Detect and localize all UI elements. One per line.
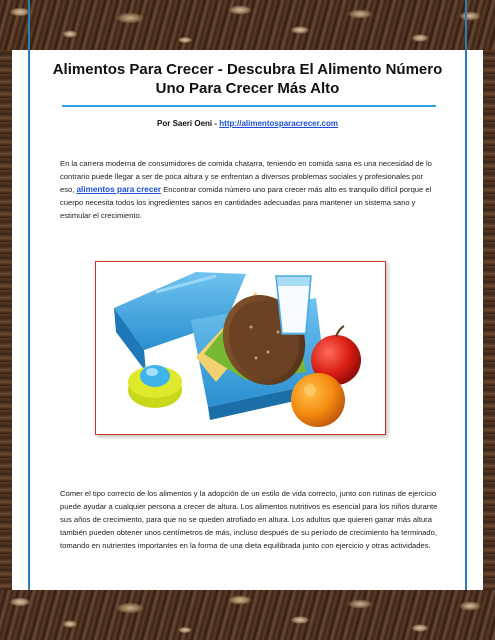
byline [40, 119, 455, 128]
decorative-wood-left-band [0, 50, 12, 590]
orange-icon [291, 373, 345, 427]
lunchbox-photo [95, 261, 386, 435]
decorative-wood-footer [0, 590, 495, 640]
byline-link[interactable]: http://alimentosparacrecer.com [219, 119, 338, 128]
decorative-wood-header [0, 0, 495, 50]
lunchbox-illustration [96, 262, 385, 434]
page-title: Alimentos Para Crecer - Descubra El Alimento Número Uno Para Crecer Más Alto [52, 61, 443, 97]
milk-cup-icon [276, 276, 311, 334]
paragraph-intro-text: En la carrera moderna de consumidores de comida chatarra, teniendo en comida sana es una necesidad de lo contrario puede llegar a ser de poca altura y se enfrentan a diversos problemas sociales y profesionales por eso, [60, 159, 432, 194]
paragraph-body: Comer el tipo correcto de los alimentos y la adopción de un estilo de vida correcto, junto con rutinas de ejercicio puede ayudar a cualquier persona a crecer de altura. Los alimentos nutritivos es esencial para los niños durante sus años de crecimiento, para que no se queden atrofiado en altura. Los adultos que quieren ganar más altura también pueden obtener unos centímetros de más, incluso después de su período de crecimiento ha terminado, tomando en nutrientes importantes en la forma de una dieta equilibrada junto con ejercicio y otras actividades. [60, 489, 438, 550]
decorative-wood-right-band [483, 50, 495, 590]
title-divider [62, 105, 436, 107]
paragraph-intro [60, 157, 438, 222]
frame-line-left [28, 0, 30, 640]
byline-author: Por Saeri Oeni - [157, 119, 220, 128]
paragraph-intro-text-continued: Encontrar comida número uno para crecer más alto es tranquilo difícil porque el cuerpo necesita todos los ingredientes sanos en cantidades adecuadas para mantener un sistema sano y estimular el crecimiento. [60, 185, 432, 220]
inline-link-alimentos[interactable]: alimentos para crecer [76, 185, 162, 194]
frame-line-right [465, 0, 467, 640]
container-icon [128, 365, 182, 408]
